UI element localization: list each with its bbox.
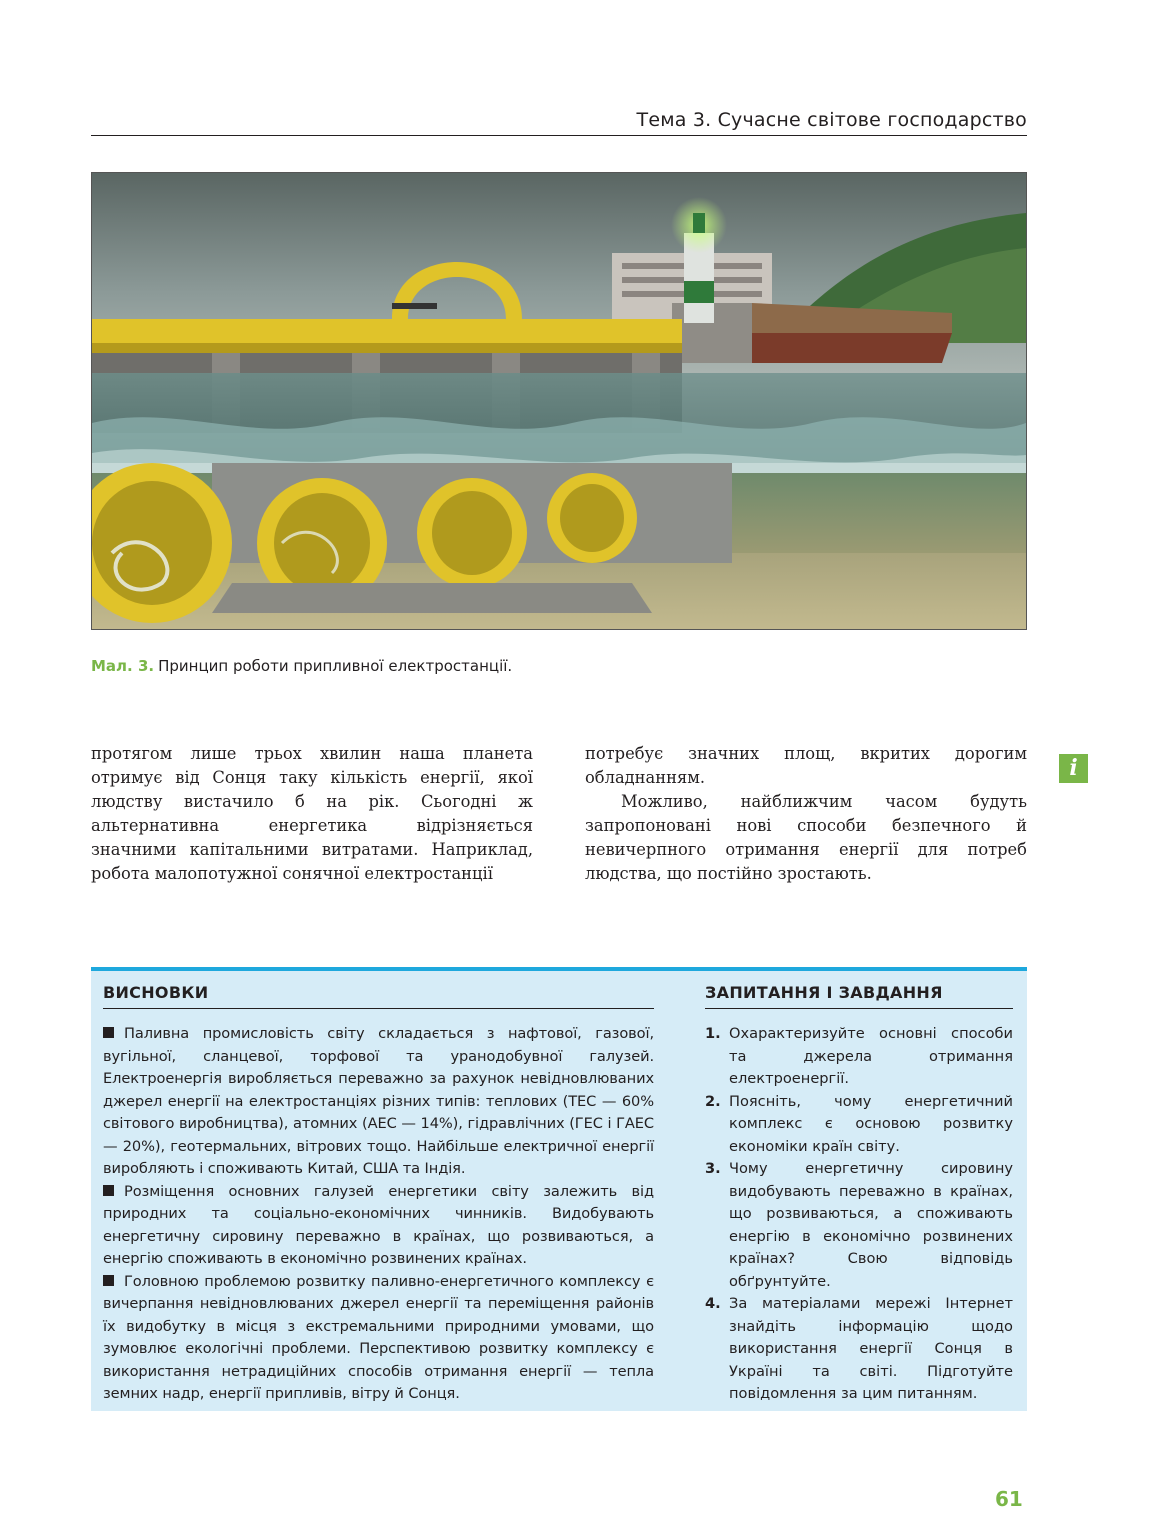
conclusions-body xyxy=(103,1023,654,1406)
conclusions-section xyxy=(103,983,654,1406)
question-item xyxy=(705,1023,1013,1091)
question-number: 3. xyxy=(705,1160,721,1177)
conclusions-title: ВИСНОВКИ xyxy=(103,983,654,1009)
questions-section xyxy=(705,983,1013,1406)
question-number: 4. xyxy=(705,1295,721,1312)
square-bullet-icon xyxy=(103,1027,114,1038)
conclusion-item xyxy=(103,1023,654,1181)
question-number: 2. xyxy=(705,1092,721,1110)
body-paragraph: протягом лише трьох хвилин наша планета отримує від Сонця таку кількість енергії, якої людству вистачило б на рік. Сьогодні ж альтернативна енергетика відрізняється значними капітальними витратами. Наприклад, робота малопотужної сонячної електростанції xyxy=(91,744,533,883)
question-text: За матеріалами мережі Інтернет знайдіть інформацію щодо використання енергії Сонця в Україні та світі. Підготуйте повідомлення за цим питанням. xyxy=(729,1295,1013,1402)
body-column-left xyxy=(91,742,533,886)
question-item xyxy=(705,1091,1013,1159)
tidal-power-illustration xyxy=(91,172,1027,630)
conclusion-text: Розміщення основних галузей енергетики світу залежить від природних та соціально-економічних чинників. Видобувають енергетичну сировину переважно в країнах, що розвиваються, а енергію споживають в економічно розвинених країнах. xyxy=(103,1182,654,1267)
conclusion-text: Головною проблемою розвитку паливно-енергетичного комплексу є вичерпання невідновлюваних джерел енергії та переміщення районів їх видобутку в місця з екстремальними природними умовами, що зумовлює екологічні проблеми. Перспективою розвитку комплексу є використання нетрадиційних способів отримання енергії — тепла земних надр, енергії припливів, вітру й Сонця. xyxy=(103,1272,654,1402)
question-text: Чому енергетичну сировину видобувають переважно в країнах, що розвиваються, а споживають енергію в економічно розвинених країнах? Свою відповідь обґрунтуйте. xyxy=(729,1160,1013,1290)
square-bullet-icon xyxy=(103,1275,114,1286)
body-column-right xyxy=(585,742,1027,886)
page-number: 61 xyxy=(995,1487,1023,1511)
body-paragraph: потребує значних площ, вкритих дорогим обладнанням. xyxy=(585,744,1027,787)
conclusion-item xyxy=(103,1181,654,1271)
running-header xyxy=(91,108,1027,136)
questions-list xyxy=(705,1023,1013,1406)
questions-title: ЗАПИТАННЯ І ЗАВДАННЯ xyxy=(705,983,1013,1009)
figure-caption-number: Мал. 3. xyxy=(91,657,155,675)
question-text: Поясніть, чому енергетичний комплекс є основою розвитку економіки країн світу. xyxy=(729,1092,1013,1155)
figure-caption xyxy=(91,657,512,675)
question-item xyxy=(705,1158,1013,1293)
info-icon: i xyxy=(1059,754,1088,783)
square-bullet-icon xyxy=(103,1185,114,1196)
question-item xyxy=(705,1293,1013,1406)
summary-panel xyxy=(91,967,1027,1411)
conclusion-item xyxy=(103,1271,654,1406)
figure-caption-text: Принцип роботи припливної електростанції. xyxy=(158,657,513,675)
header-title: Тема 3. Сучасне світове господарство xyxy=(636,109,1027,131)
conclusion-text: Паливна промисловість світу складається з нафтової, газової, вугільної, сланцевої, торфової та уранодобувної галузей. Електроенергія виробляється переважно за рахунок невідновлюваних джерел енергії на електростанціях різних типів: теплових (ТЕС — 60% світового виробництва), атомних (АЕС — 14%), гідравлічних (ГЕС і ГАЕС — 20%), геотермальних, вітрових тощо. Найбільше електричної енергії виробляють і споживають Китай, США та Індія. xyxy=(103,1025,654,1177)
body-paragraph: Можливо, найближчим часом будуть запропоновані нові способи безпечного й невичерпного отримання енергії для потреб людства, що постійно зростають. xyxy=(585,792,1027,883)
question-text: Охарактеризуйте основні способи та джерела отримання електроенергії. xyxy=(729,1025,1013,1087)
question-number: 1. xyxy=(705,1025,721,1042)
